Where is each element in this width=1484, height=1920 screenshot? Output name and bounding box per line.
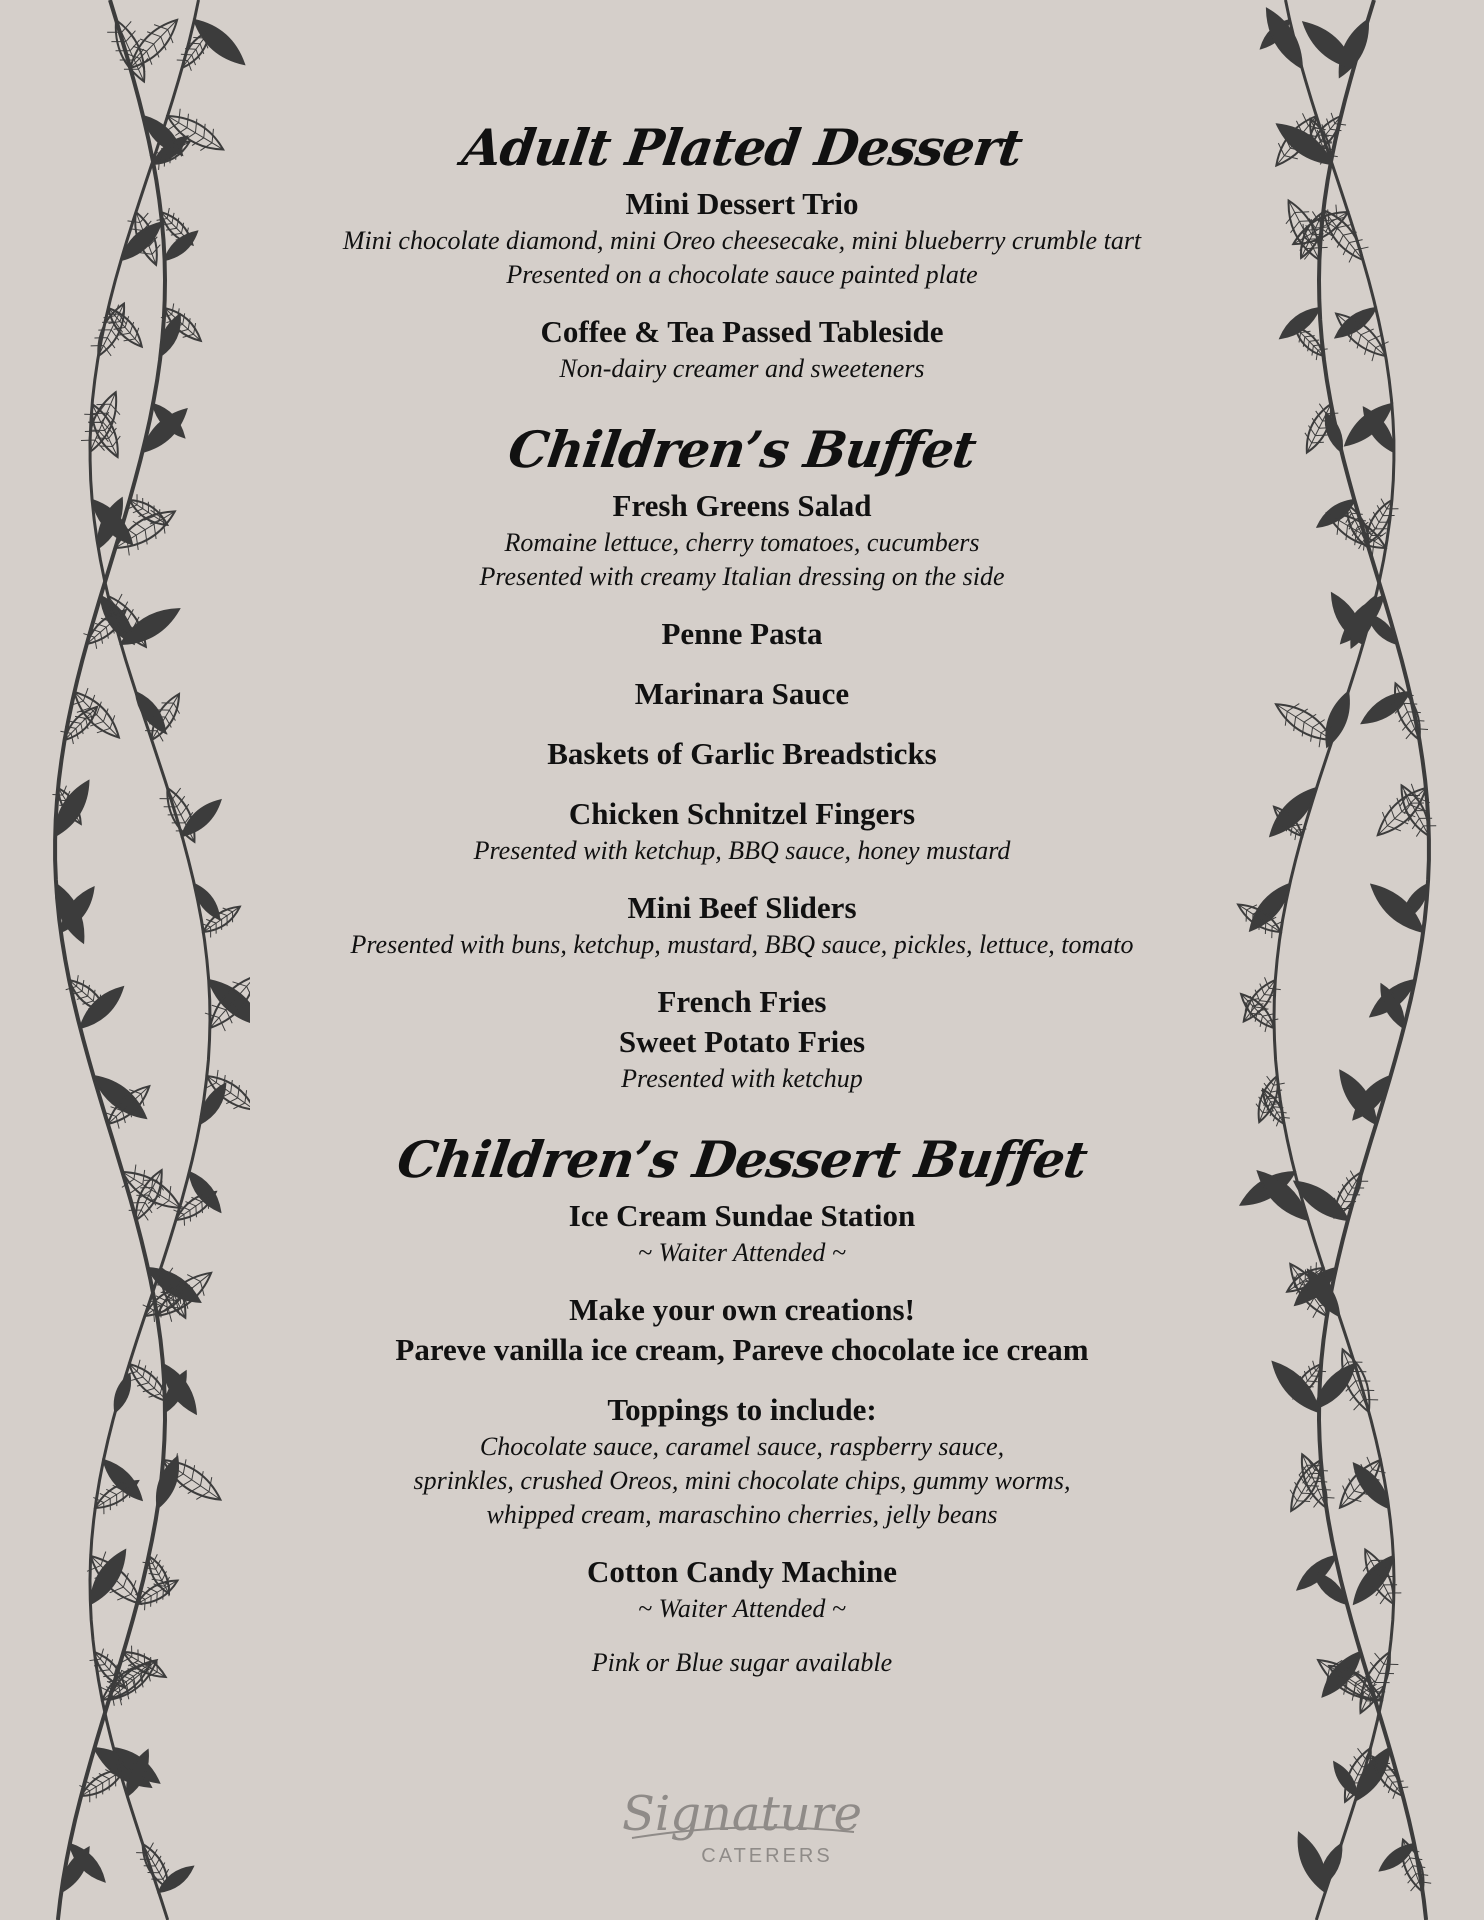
menu-item bbox=[300, 486, 1184, 594]
menu-item-description: whipped cream, maraschino cherries, jelly beans bbox=[486, 1500, 998, 1529]
menu-item-description: Non-dairy creamer and sweeteners bbox=[559, 354, 925, 383]
logo-script: Signature bbox=[621, 1786, 863, 1842]
menu-item-description: Chocolate sauce, caramel sauce, raspberry sauce, bbox=[479, 1432, 1005, 1461]
menu-item-description: Presented on a chocolate sauce painted plate bbox=[506, 260, 978, 289]
menu-item bbox=[300, 794, 1184, 868]
menu-item bbox=[300, 1196, 1184, 1270]
menu-item-description: Pink or Blue sugar available bbox=[591, 1648, 893, 1677]
menu-item-name: Toppings to include: bbox=[607, 1392, 877, 1427]
section-title: Adult Plated Dessert bbox=[458, 118, 1026, 177]
signature-caterers-logo bbox=[592, 1780, 892, 1880]
menu-item-description: Presented with creamy Italian dressing on the side bbox=[479, 562, 1005, 591]
menu-section bbox=[300, 118, 1184, 386]
menu-item-name: Mini Dessert Trio bbox=[625, 186, 859, 221]
menu-item-description: Presented with buns, ketchup, mustard, BBQ sauce, pickles, lettuce, tomato bbox=[350, 930, 1134, 959]
menu-item-name: Pareve vanilla ice cream, Pareve chocolate ice cream bbox=[395, 1332, 1089, 1367]
menu-item bbox=[300, 1552, 1184, 1626]
menu-item bbox=[300, 184, 1184, 292]
menu-item-description: ~ Waiter Attended ~ bbox=[638, 1238, 846, 1267]
menu-item-description: Presented with ketchup bbox=[621, 1064, 863, 1093]
menu-item-description: Presented with ketchup, BBQ sauce, honey mustard bbox=[473, 836, 1011, 865]
menu-item-name: Penne Pasta bbox=[661, 616, 823, 651]
menu-item bbox=[300, 982, 1184, 1096]
menu-item-description: sprinkles, crushed Oreos, mini chocolate chips, gummy worms, bbox=[413, 1466, 1071, 1495]
menu-item-description: Mini chocolate diamond, mini Oreo cheesecake, mini blueberry crumble tart bbox=[342, 226, 1142, 255]
menu-item bbox=[300, 1290, 1184, 1370]
menu-item bbox=[300, 1390, 1184, 1532]
menu-item bbox=[300, 312, 1184, 386]
menu-item-name: Sweet Potato Fries bbox=[618, 1024, 866, 1059]
section-title: Children’s Buffet bbox=[504, 420, 980, 479]
logo-subtext: CATERERS bbox=[701, 1845, 833, 1867]
menu-item bbox=[300, 1646, 1184, 1680]
menu-item-name: Baskets of Garlic Breadsticks bbox=[547, 736, 937, 771]
menu-item-name: Make your own creations! bbox=[569, 1292, 915, 1327]
menu-item-description: ~ Waiter Attended ~ bbox=[638, 1594, 846, 1623]
menu-item bbox=[300, 674, 1184, 714]
menu-content bbox=[300, 118, 1184, 1714]
menu-item-name: Ice Cream Sundae Station bbox=[568, 1198, 916, 1233]
menu-item-name: Marinara Sauce bbox=[634, 676, 850, 711]
menu-item-name: Cotton Candy Machine bbox=[586, 1554, 897, 1589]
menu-item-name: Coffee & Tea Passed Tableside bbox=[540, 314, 944, 349]
menu-section bbox=[300, 1130, 1184, 1680]
leaf-vine-border-right bbox=[1234, 0, 1484, 1920]
menu-item-name: French Fries bbox=[657, 984, 827, 1019]
menu-item bbox=[300, 614, 1184, 654]
leaf-vine-border-left bbox=[0, 0, 250, 1920]
menu-item bbox=[300, 888, 1184, 962]
menu-item-description: Romaine lettuce, cherry tomatoes, cucumbers bbox=[504, 528, 980, 557]
menu-item bbox=[300, 734, 1184, 774]
menu-item-name: Mini Beef Sliders bbox=[627, 890, 857, 925]
section-title: Children’s Dessert Buffet bbox=[393, 1130, 1091, 1189]
menu-section bbox=[300, 420, 1184, 1096]
menu-item-name: Fresh Greens Salad bbox=[612, 488, 872, 523]
menu-item-name: Chicken Schnitzel Fingers bbox=[568, 796, 916, 831]
